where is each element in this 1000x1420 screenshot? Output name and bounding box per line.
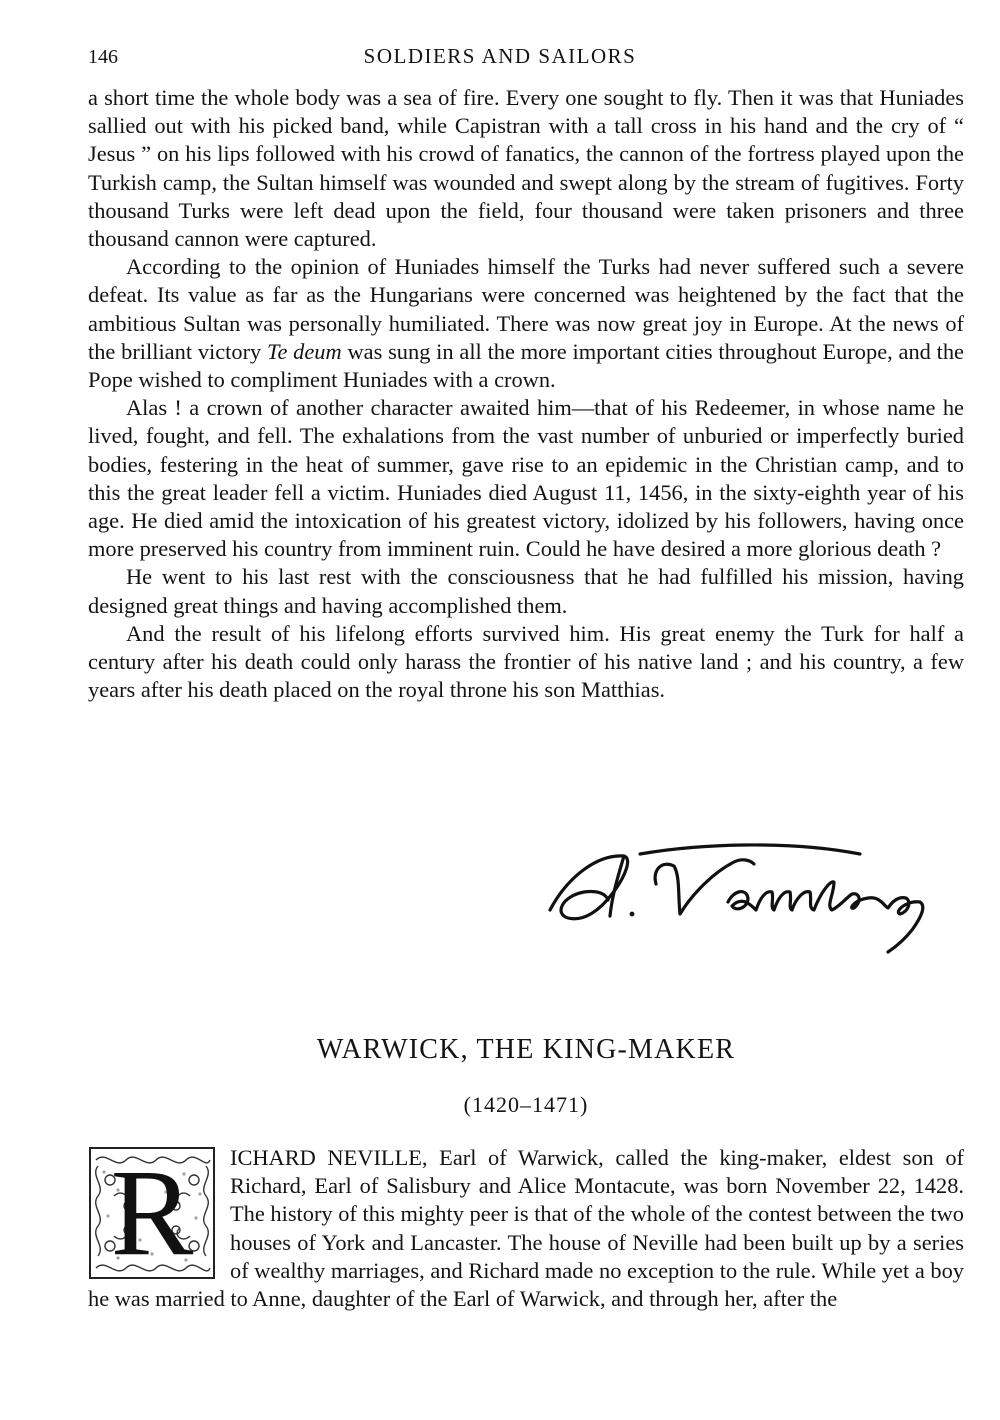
chapter-paragraph-1 [88,1144,964,1313]
chapter-title: WARWICK, THE KING-MAKER [316,1034,736,1065]
running-title: SOLDIERS AND SAILORS [363,44,637,68]
paragraph-3: Alas ! a crown of another character awaited him—that of his Redeemer, in whose name he lived, fought, and fell. The exhalations from the vast number of unburied or imperfectly buried bodies, festering in the heat of summer, gave rise to an epidemic in the Christian camp, and to this the great leader fell a victim. Huniades died August 11, 1456, in the sixty-eighth year of his age. He died amid the intoxication of his greatest victory, idolized by his followers, having once more preserved his country from imminent ruin. Could he have desired a more glorious death ? [88,395,964,562]
ornamental-dropcap [88,1146,216,1280]
previous-chapter-text [88,84,964,704]
paragraph-2-end: was sung in all the more important cities throughout Europe, and the Pope wished to compliment Huniades with a crown. [88,338,964,393]
page-number: 146 [88,46,118,68]
opening-smallcaps: ICHARD NEVILLE, [230,1145,428,1170]
author-signature [528,836,948,956]
paragraph-2-start: According to the opinion of Huniades himself the Turks had never suffered such a severe defeat. Its value as far as the Hungarians were concerned was heightened by the fact that the ambitious Sultan was personally humiliated. There was now great joy in Europe. At the news of the brilliant victory [88,254,964,364]
te-deum-italic: Te deum [267,338,342,364]
paragraph-2 [88,253,964,394]
opening-text: Earl of Warwick, called the king-maker, eldest son of Richard, Earl of Salisbury and Alice Montacute, was born November 22, 1428. The history of this mighty peer is that of the whole of the contest between the two houses of York and Lancaster. The house of Neville had been built up by a series of wealthy marriages, and Richard made no exception to the rule. While yet a boy he was married to Anne, daughter of the Earl of Warwick, and through her, after the [88,1145,965,1312]
chapter-opening [88,1144,964,1313]
paragraph-5: And the result of his lifelong efforts survived him. His great enemy the Turk for half a century after his death could only harass the frontier of his native land ; and his country, a few years after his death placed on the royal throne his son Matthias. [88,620,964,703]
paragraph-4: He went to his last rest with the consciousness that he had fulfilled his mission, having designed great things and having accomplished them. [88,564,964,618]
paragraph-1: a short time the whole body was a sea of fire. Every one sought to fly. Then it was that Huniades sallied out with his picked band, while Capistran with a tall cross in his hand and the cry of “ Jesus ” on his lips followed with his crowd of fanatics, the cannon of the fortress played upon the Turkish camp, the Sultan himself was wounded and swept along by the stream of fugitives. Forty thousand Turks were left dead upon the field, four thousand were taken prisoners and three thousand cannon were captured. [88,85,964,252]
chapter-dates: (1420–1471) [463,1092,589,1117]
dropcap-letter: R [110,1144,194,1281]
